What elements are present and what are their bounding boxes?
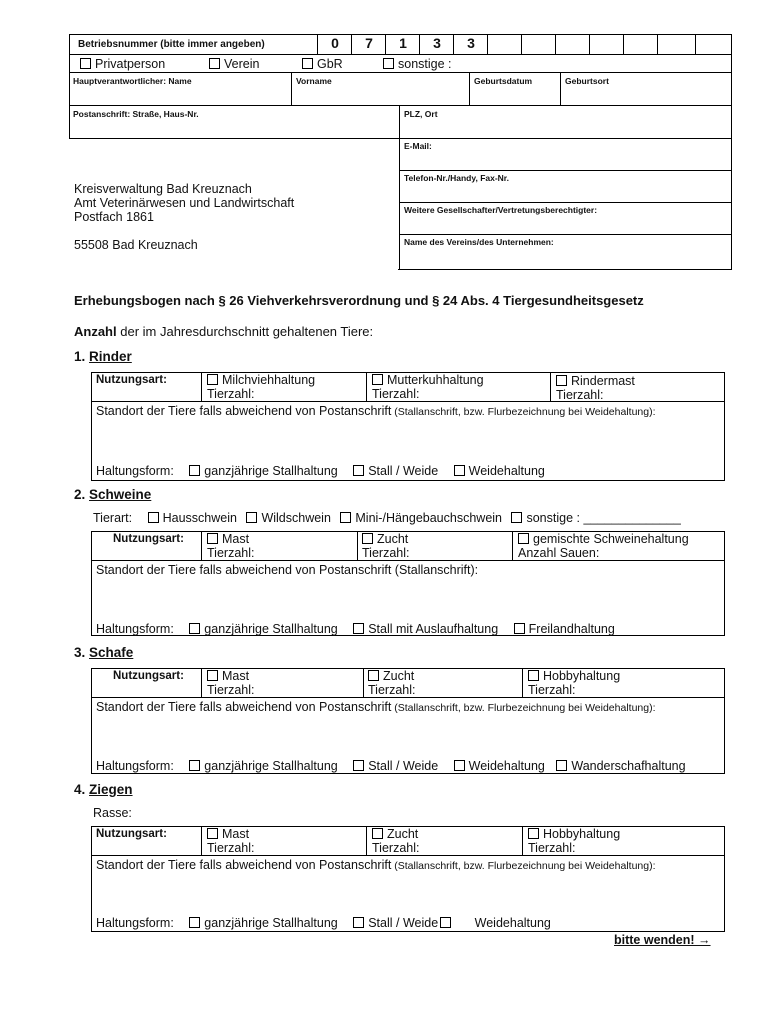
haltung-option[interactable]: Stall mit Auslaufhaltung [353,622,498,636]
checkbox[interactable] [454,760,465,771]
haltungsform-row [96,759,686,773]
geburtsort-label: Geburtsort [565,76,609,86]
haltung-option[interactable]: Weidehaltung [454,759,545,773]
standort-label: Standort der Tiere falls abweichend von Postanschrift (Stallanschrift, bzw. Flurbezeichnung bei Weidehaltung): [96,404,656,418]
checkbox[interactable] [511,512,522,523]
haltung-option[interactable]: Freilandhaltung [514,622,615,636]
checkbox[interactable] [148,512,159,523]
haltung-option[interactable]: ganzjährige Stallhaltung [189,916,337,930]
checkbox[interactable] [207,533,218,544]
geburtsdatum-label: Geburtsdatum [474,76,533,86]
betriebsnummer-label: Betriebsnummer (bitte immer angeben) [78,39,265,50]
standort-label: Standort der Tiere falls abweichend von Postanschrift (Stallanschrift, bzw. Flurbezeichnung bei Weidehaltung): [96,858,656,872]
standort-label: Standort der Tiere falls abweichend von Postanschrift (Stallanschrift): [96,563,479,577]
standort-label: Standort der Tiere falls abweichend von Postanschrift (Stallanschrift, bzw. Flurbezeichnung bei Weidehaltung): [96,700,656,714]
haltungsform-row [96,464,545,478]
option-rindermast[interactable]: Rindermast Tierzahl: [556,374,635,402]
tierart-label: Tierart: [93,511,133,525]
checkbox[interactable] [353,760,364,771]
option-zucht[interactable]: Zucht Tierzahl: [368,669,416,697]
haltung-option[interactable]: Stall / Weide [353,916,455,930]
section-ziegen-heading: 4. Ziegen [74,782,133,797]
address-line: Kreisverwaltung Bad Kreuznach [74,182,252,196]
type-privatperson[interactable]: Privatperson [80,57,165,71]
nutzungsart-label: Nutzungsart: [96,374,167,386]
betriebsnummer-digit[interactable]: 1 [399,35,407,51]
haltung-option[interactable]: ganzjährige Stallhaltung [189,464,337,478]
name-label: Hauptverantwortlicher: Name [73,76,192,86]
option-hobby[interactable]: Hobbyhaltung Tierzahl: [528,827,621,855]
option-gemischt[interactable]: gemischte Schweinehaltung Anzahl Sauen: [518,532,689,560]
checkbox[interactable] [207,828,218,839]
tierart-option[interactable]: Hausschwein [148,511,237,525]
option-mast[interactable]: Mast Tierzahl: [207,532,255,560]
rasse-label: Rasse: [93,806,132,820]
email-label: E-Mail: [404,141,432,151]
checkbox[interactable] [189,760,200,771]
tierart-option[interactable]: Mini-/Hängebauchschwein [340,511,502,525]
haltungsform-label: Haltungsform: [96,916,174,930]
checkbox[interactable] [80,58,91,69]
haltung-option[interactable]: ganzjährige Stallhaltung [189,759,337,773]
checkbox[interactable] [556,760,567,771]
tierart-option[interactable]: sonstige : ______________ [511,511,680,525]
checkbox[interactable] [383,58,394,69]
checkbox[interactable] [362,533,373,544]
checkbox[interactable] [372,828,383,839]
checkbox[interactable] [368,670,379,681]
bitte-wenden: bitte wenden! → [614,933,711,947]
telefon-label: Telefon-Nr./Handy, Fax-Nr. [404,173,510,183]
section-rinder-heading: 1. Rinder [74,349,132,364]
checkbox[interactable] [518,533,529,544]
haltungsform-row [96,916,551,930]
haltung-option[interactable]: ganzjährige Stallhaltung [189,622,337,636]
checkbox[interactable] [340,512,351,523]
betriebsnummer-digit[interactable]: 3 [467,35,475,51]
checkbox[interactable] [207,670,218,681]
type-sonstige[interactable]: sonstige : [383,57,452,71]
option-mutterkuh[interactable]: Mutterkuhhaltung Tierzahl: [372,373,484,401]
nutzungsart-label: Nutzungsart: [113,670,184,682]
haltung-option[interactable]: Stall / Weide [353,464,438,478]
checkbox[interactable] [189,917,200,928]
tierart-option[interactable]: Wildschwein [246,511,330,525]
checkbox[interactable] [372,374,383,385]
haltungsform-row [96,622,615,636]
checkbox[interactable] [353,465,364,476]
haltung-option[interactable]: Weidehaltung [474,916,551,930]
option-zucht[interactable]: Zucht Tierzahl: [372,827,420,855]
plz-label: PLZ, Ort [404,109,438,119]
betriebsnummer-digit[interactable]: 0 [331,35,339,51]
option-mast[interactable]: Mast Tierzahl: [207,669,255,697]
haltung-option[interactable]: Wanderschafhaltung [556,759,685,773]
checkbox[interactable] [302,58,313,69]
checkbox[interactable] [556,375,567,386]
section-schafe-heading: 3. Schafe [74,645,134,660]
address-line: Amt Veterinärwesen und Landwirtschaft [74,196,295,210]
verein-label: Name des Vereins/des Unternehmen: [404,237,554,247]
recipient-address [74,182,294,252]
checkbox[interactable] [528,670,539,681]
checkbox[interactable] [189,465,200,476]
haltungsform-label: Haltungsform: [96,464,174,478]
haltung-option[interactable]: Weidehaltung [454,464,545,478]
address-line: Postfach 1861 [74,210,154,224]
option-zucht[interactable]: Zucht Tierzahl: [362,532,410,560]
checkbox[interactable] [528,828,539,839]
haltungsform-label: Haltungsform: [96,759,174,773]
betriebsnummer-digit[interactable]: 7 [365,35,373,51]
option-mast[interactable]: Mast Tierzahl: [207,827,255,855]
anzahl-heading: Anzahl der im Jahresdurchschnitt gehaltenen Tiere: [74,324,374,339]
type-gbr[interactable]: GbR [302,57,343,71]
betriebsnummer-digit[interactable]: 3 [433,35,441,51]
checkbox[interactable] [189,623,200,634]
nutzungsart-label: Nutzungsart: [96,828,167,840]
vorname-label: Vorname [296,76,332,86]
option-hobby[interactable]: Hobbyhaltung Tierzahl: [528,669,621,697]
section-schweine-heading: 2. Schweine [74,487,152,502]
address-line: 55508 Bad Kreuznach [74,238,198,252]
haltungsform-label: Haltungsform: [96,622,174,636]
checkbox[interactable] [353,917,364,928]
tierart-row [93,511,681,525]
checkbox[interactable] [353,623,364,634]
checkbox[interactable] [209,58,220,69]
type-verein[interactable]: Verein [209,57,259,71]
checkbox[interactable] [246,512,257,523]
haltung-option[interactable]: Stall / Weide [353,759,438,773]
checkbox[interactable] [440,917,451,928]
nutzungsart-label: Nutzungsart: [113,533,184,545]
checkbox[interactable] [514,623,525,634]
gesellschafter-label: Weitere Gesellschafter/Vertretungsberechtigter: [404,205,598,215]
checkbox[interactable] [207,374,218,385]
checkbox[interactable] [454,465,465,476]
page-title: Erhebungsbogen nach § 26 Viehverkehrsverordnung und § 24 Abs. 4 Tiergesundheitsgesetz [74,293,644,308]
option-milchvieh[interactable]: Milchviehhaltung Tierzahl: [207,373,316,401]
postanschrift-label: Postanschrift: Straße, Haus-Nr. [73,109,199,119]
